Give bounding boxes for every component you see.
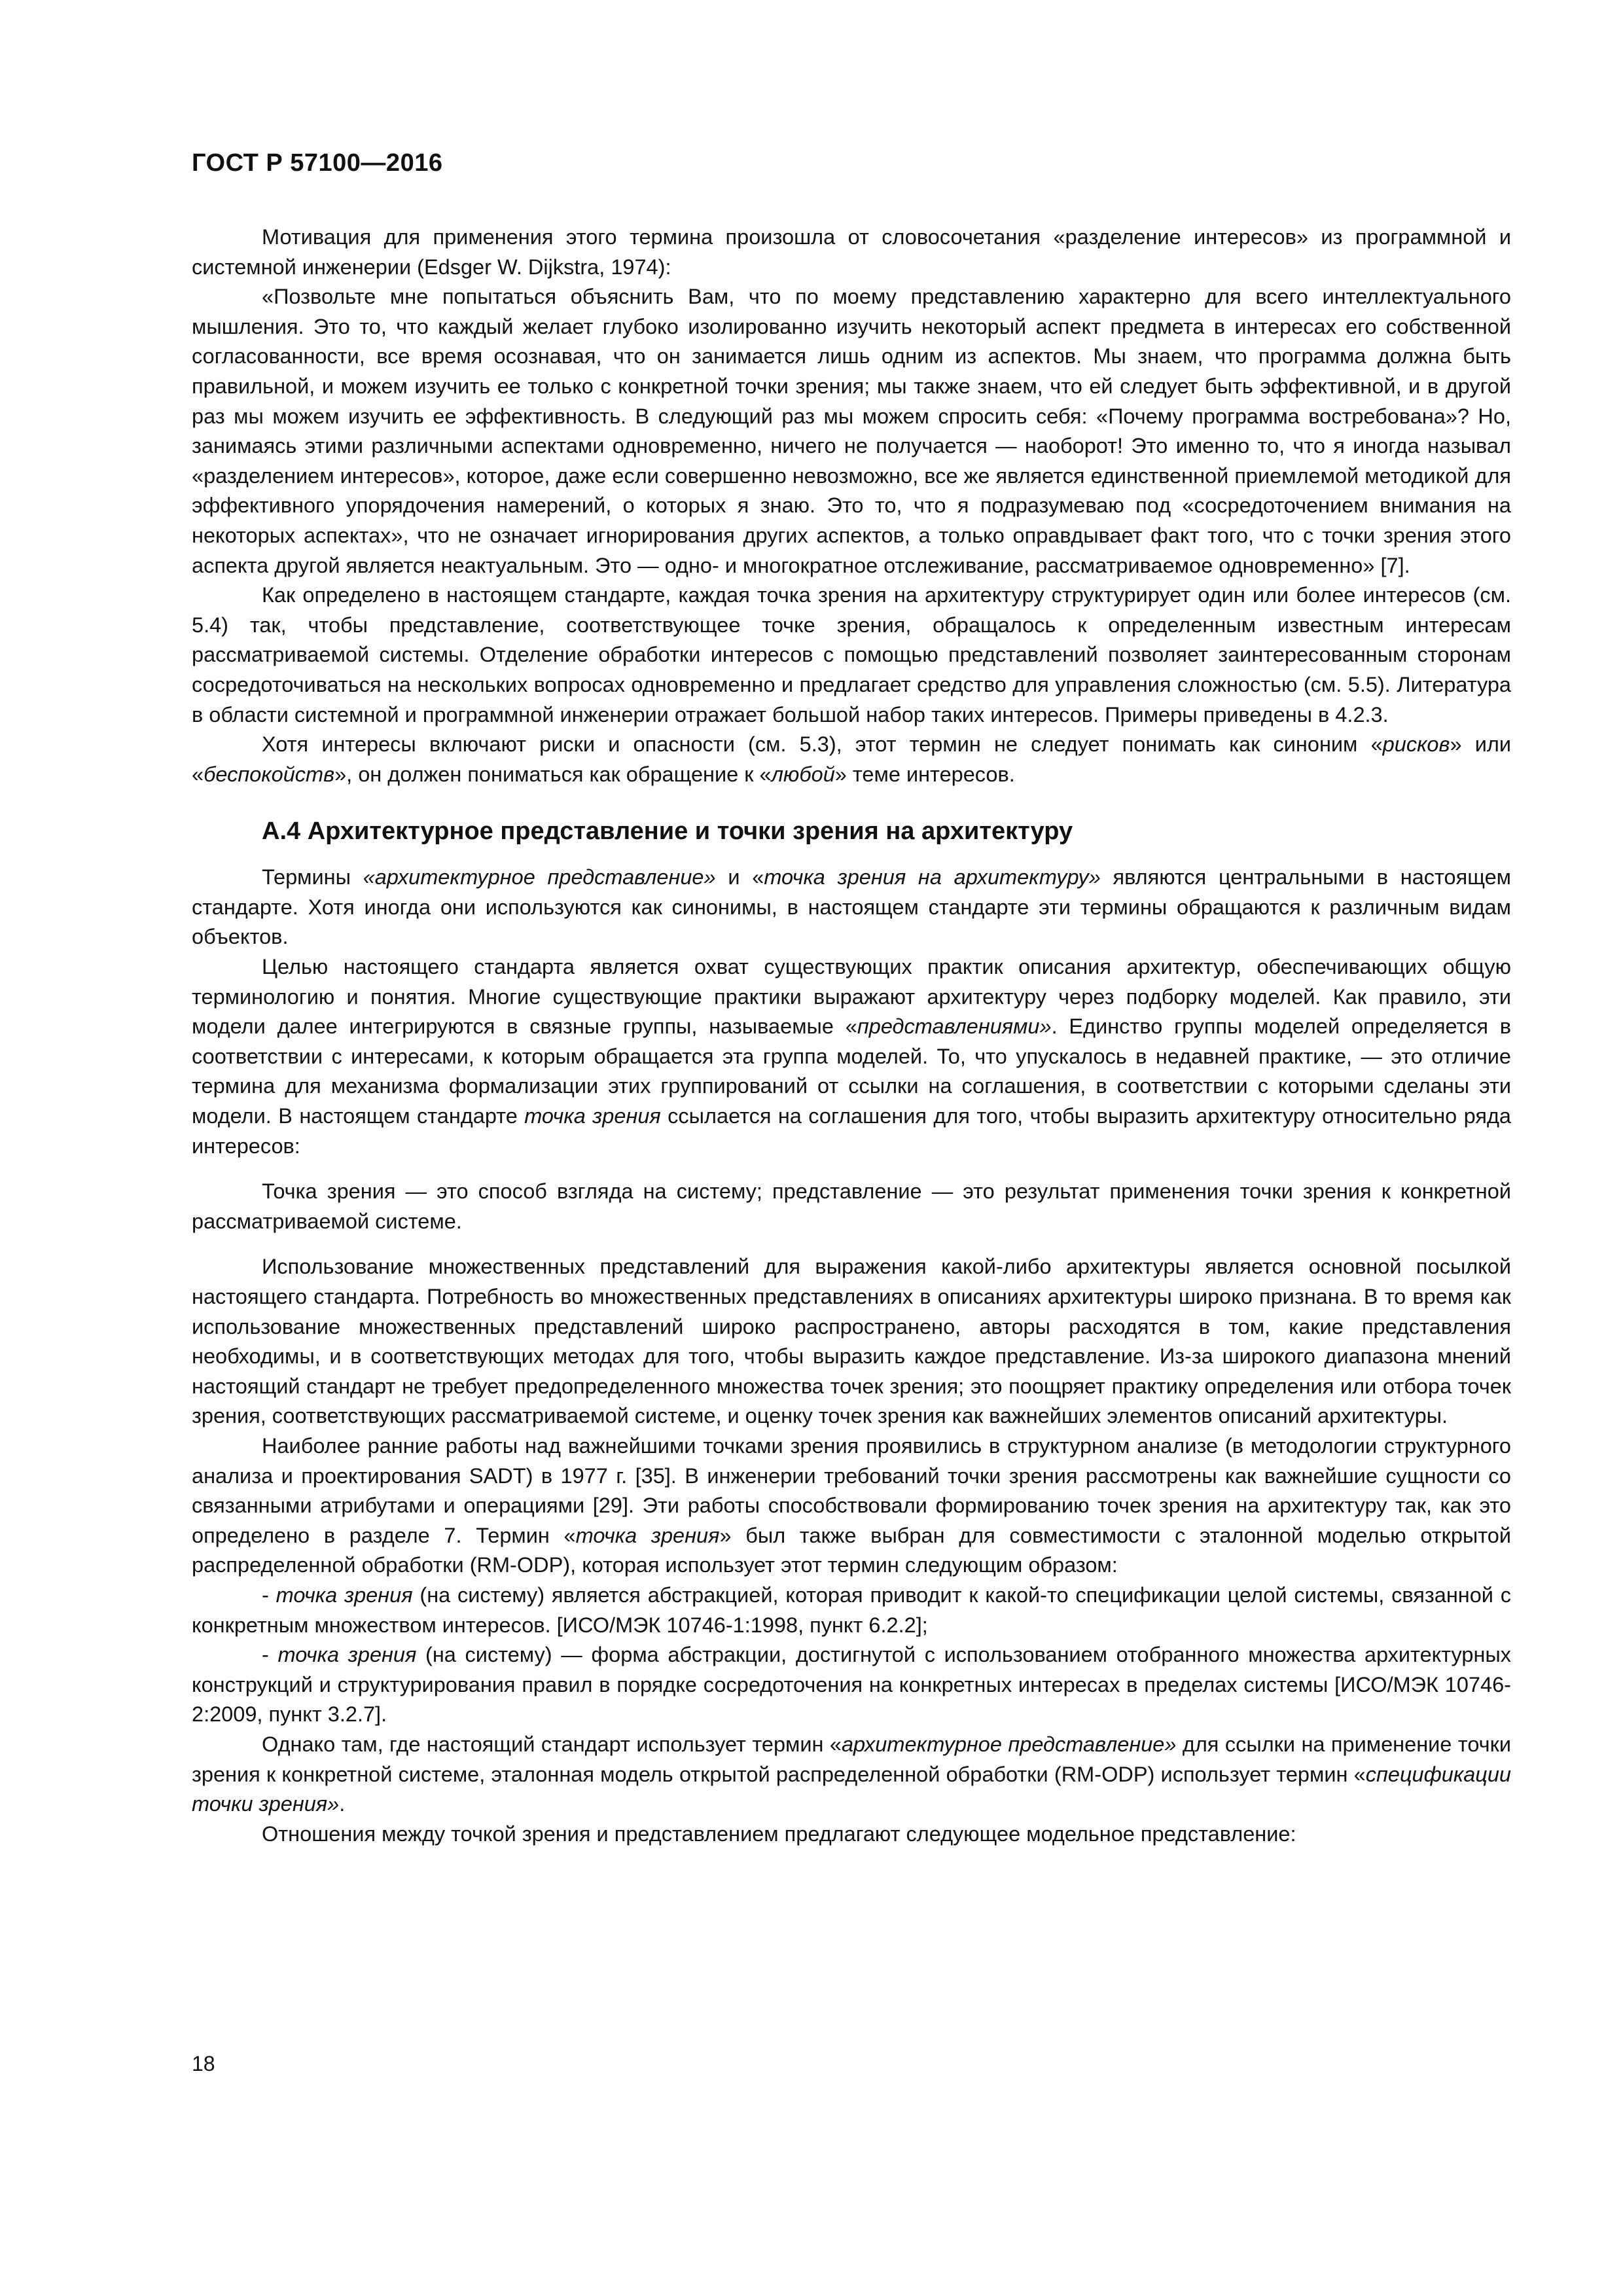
paragraph-purpose: Целью настоящего стандарта является охват существующих практик описания архитектур, обеспечивающих общую терминологию и понятия. Многие существующие практики выражают архитектуру через подборку моделей. Как правило, эти модели далее интегрируются в связные группы, называемые «представлениями». Единство группы моделей определяется в соответствии с интересами, к которым обращается эта группа моделей. То, что упускалось в недавней практике, — это отличие термина для механизма формализации этих группирований от ссылки на соглашения, в соответствии с которыми сделаны эти модели. В настоящем стандарте точка зрения ссылается на соглашения для того, чтобы выразить архитектуру относительно ряда интересов: [192, 955, 1511, 1158]
paragraph-early-work: Наиболее ранние работы над важнейшими точками зрения проявились в структурном анализе (в методологии структурного анализа и проектирования SADT) в 1977 г. [35]. В инженерии требований точки зрения рассмотрены как важнейшие сущности со связанными атрибутами и операциями [29]. Эти работы способствовали формированию точек зрения на архитектуру так, как это определено в разделе 7. Термин «точка зрения» был также выбран для совместимости с эталонной моделью открытой распределенной обработки (RM-ODP), которая использует этот термин следующим образом: [192, 1433, 1512, 1577]
list-item-viewpoint-2: - точка зрения (на систему) — форма абстракции, достигнутой с использованием отобранного множества архитектурных конструкций и структурирования правил в порядке сосредоточения на конкретных интересах в пределах системы [ИСО/МЭК 10746-2:2009, пункт 3.2.7]. [192, 1643, 1512, 1727]
paragraph-risks: Хотя интересы включают риски и опасности (см. 5.3), этот термин не следует понимать как синоним «рисков» или «беспокойств», он должен пониматься как обращение к «любой» теме интересов. [192, 732, 1511, 786]
paragraph-relations: Отношения между точкой зрения и представлением предлагают следующее модельное представление: [262, 1821, 1296, 1846]
section-heading-a4: А.4 Архитектурное представление и точки зрения на архитектуру [262, 817, 1073, 846]
paragraph-motivation: Мотивация для применения этого термина произошла от словосочетания «разделение интересов» из программной и системной инженерии (Edsger W. Dijkstra, 1974): [192, 225, 1511, 279]
document-body [192, 223, 1511, 1849]
paragraph-viewpoint-concerns: Как определено в настоящем стандарте, каждая точка зрения на архитектуру структурирует один или более интересов (см. 5.4) так, чтобы представление, соответствующее точке зрения, обращалось к определенным известным интересам рассматриваемой системы. Отделение обработки интересов с помощью представлений позволяет заинтересованным сторонам сосредоточиваться на нескольких вопросах одновременно и предлагает средство для управления сложностью (см. 5.5). Литература в области системной и программной инженерии отражает большой набор таких интересов. Примеры приведены в 4.2.3. [192, 583, 1511, 726]
paragraph-terms: Термины «архитектурное представление» и «точка зрения на архитектуру» являются центральными в настоящем стандарте. Хотя иногда они используются как синонимы, в настоящем стандарте эти термины обращаются к различным видам объектов. [192, 865, 1512, 949]
page-header-standard-id: ГОСТ Р 57100—2016 [192, 149, 443, 177]
paragraph-definition: Точка зрения — это способ взгляда на систему; представление — это результат применения точки зрения к конкретной рассматриваемой системе. [192, 1179, 1511, 1233]
paragraph-dijkstra-quote: «Позвольте мне попытаться объяснить Вам, что по моему представлению характерно для всего интеллектуального мышления. Это то, что каждый желает глубоко изолированно изучить некоторый аспект предмета в интересах его собственной согласованности, все время осознавая, что он занимается лишь одним из аспектов. Мы знаем, что программа должна быть правильной, и можем изучить ее только с конкретной точки зрения; мы также знаем, что ей следует быть эффективной, и в другой раз мы можем изучить ее эффективность. В следующий раз мы можем спросить себя: «Почему программа востребована»? Но, занимаясь этими различными аспектами одновременно, ничего не получается — наоборот! Это именно то, что я иногда называл «разделением интересов», которое, даже если совершенно невозможно, все же является единственной приемлемой методикой для эффективного упорядочения намерений, о которых я знаю. Это то, что я подразумеваю под «сосредоточением внимания на некоторых аспектах», что не означает игнорирования других аспектов, а только оправдывает факт того, что с точки зрения этого аспекта другой является неактуальным. Это — одно- и многократное отслеживание, рассматриваемое одновременно» [7]. [192, 285, 1511, 577]
paragraph-multiple-views: Использование множественных представлений для выражения какой-либо архитектуры является основной посылкой настоящего стандарта. Потребность во множественных представлениях в описаниях архитектуры широко признана. В то время как использование множественных представлений широко распространено, авторы расходятся в том, какие представления необходимы, и в соответствующих методах для того, чтобы выразить каждое представление. Из-за широкого диапазона мнений настоящий стандарт не требует предопределенного множества точек зрения; это поощряет практику определения или отбора точек зрения, соответствующих рассматриваемой системе, и оценку точек зрения как важнейших элементов описаний архитектуры. [192, 1255, 1511, 1428]
page-number: 18 [192, 2052, 215, 2075]
paragraph-rm-odp: Однако там, где настоящий стандарт использует термин «архитектурное представление» для ссылки на применение точки зрения к конкретной системе, эталонная модель открытой распределенной обработки (RM-ODP) использует термин «спецификации точки зрения». [192, 1732, 1511, 1816]
list-item-viewpoint-1: - точка зрения (на систему) является абстракцией, которая приводит к какой-то спецификации целой системы, связанной с конкретным множеством интересов. [ИСО/МЭК 10746-1:1998, пункт 6.2.2]; [192, 1583, 1512, 1637]
